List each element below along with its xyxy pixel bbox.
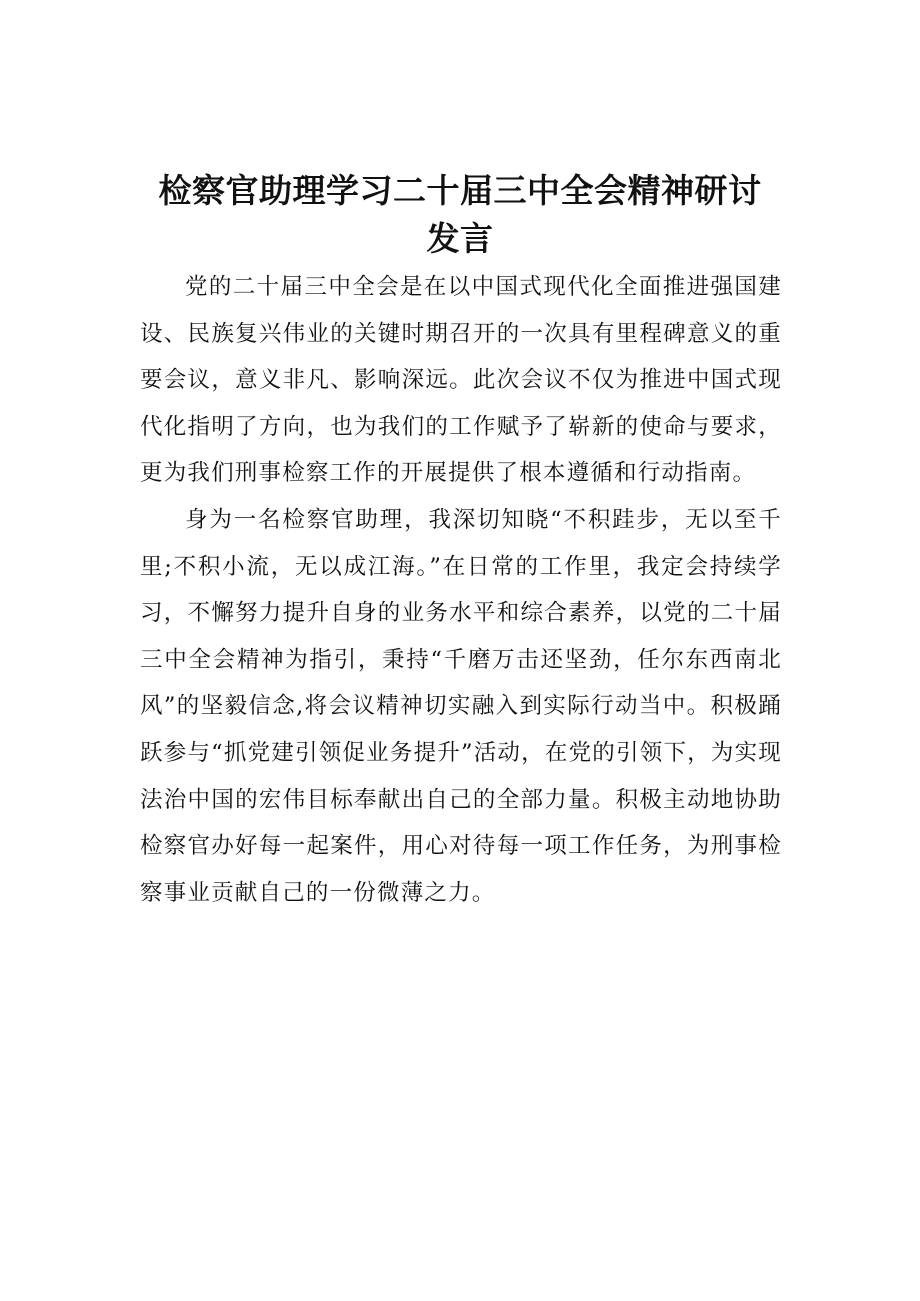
paragraph-1: 党的二十届三中全会是在以中国式现代化全面推进强国建设、民族复兴伟业的关键时期召开的一次具有里程碑意义的重要会议，意义非凡、影响深远。此次会议不仅为推进中国式现代化指明了方向，也为我们的工作赋予了崭新的使命与要求，更为我们刑事检察工作的开展提供了根本遵循和行动指南。: [140, 274, 782, 487]
document-title-line-1: 检察官助理学习二十届三中全会精神研讨: [158, 171, 762, 211]
document-title: [130, 167, 790, 263]
document-title-line-2: 发言: [426, 219, 494, 259]
paragraph-2: 身为一名检察官助理，我深切知晓“不积跬步，无以至千里;不积小流，无以成江海。”在日常的工作里，我定会持续学习，不懈努力提升自身的业务水平和综合素养，以党的二十届三中全会精神为指引，秉持“千磨万击还坚劲，任尔东西南北风”的坚毅信念,将会议精神切实融入到实际行动当中。积极踊跃参与“抓党建引领促业务提升”活动，在党的引领下，为实现法治中国的宏伟目标奉献出自己的全部力量。积极主动地协助检察官办好每一起案件，用心对待每一项工作任务，为刑事检察事业贡献自己的一份微薄之力。: [140, 506, 782, 906]
document-body: [140, 264, 782, 916]
